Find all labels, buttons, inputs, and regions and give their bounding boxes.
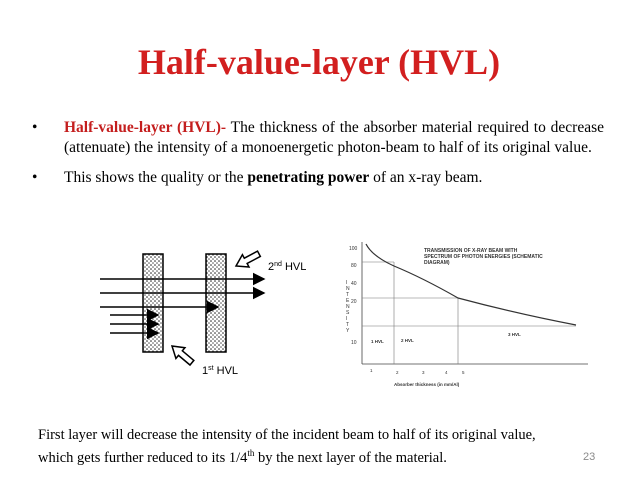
hollow-arrow-icon <box>168 341 197 368</box>
x-tick-label: 4 <box>445 370 448 375</box>
y-tick-label: 100 <box>349 246 358 252</box>
footer-note <box>38 426 598 467</box>
slide-title: Half-value-layer (HVL) <box>137 42 501 82</box>
x-tick-label: 1 <box>370 368 373 373</box>
x-tick-label: 3 <box>422 370 425 375</box>
bullet-text <box>64 168 604 188</box>
page-number: 23 <box>583 451 596 463</box>
footer-line-1: First layer will decrease the intensity of the incident beam to half of its original value, <box>38 427 536 443</box>
y-tick-label: 40 <box>351 281 357 287</box>
bullet-term: Half-value-layer (HVL)- <box>64 119 227 136</box>
label-1st-hvl: 1st HVL <box>202 365 239 377</box>
absorber-slab-1 <box>143 254 163 352</box>
y-axis-letter: N <box>346 286 350 292</box>
y-axis-letter: Y <box>346 328 350 334</box>
footer-line-2: which gets further reduced to its 1/4th by the next layer of the material. <box>38 448 447 466</box>
region-label: 1 HVL <box>371 339 384 344</box>
graph-caption-line: SPECTRUM OF PHOTON ENERGIES (SCHEMATIC <box>424 254 543 260</box>
graph-caption-line: TRANSMISSION OF X-RAY BEAM WITH <box>424 248 518 254</box>
bullet-post: of an x-ray beam. <box>369 169 483 186</box>
bullet-dot-icon: • <box>32 169 38 186</box>
region-label: 3 HVL <box>508 332 521 337</box>
transmission-graph <box>338 240 606 390</box>
graph-caption-line: DIAGRAM) <box>424 260 450 266</box>
bullet-emphasis: penetrating power <box>247 169 370 186</box>
bullet-text <box>64 118 604 158</box>
bullet-item-definition <box>32 118 604 158</box>
region-label: 2 HVL <box>401 338 414 343</box>
bullet-dot-icon: • <box>32 119 38 136</box>
y-axis-letter: T <box>346 322 350 328</box>
hollow-arrow-icon <box>233 248 263 272</box>
bullet-list <box>32 118 604 198</box>
y-tick-label: 10 <box>351 340 357 346</box>
y-axis-letter: E <box>346 298 350 304</box>
hvl-absorber-diagram <box>98 248 330 380</box>
x-tick-label: 5 <box>462 370 465 375</box>
y-axis-letter: T <box>346 292 350 298</box>
label-2nd-hvl: 2nd HVL <box>268 261 307 273</box>
bullet-pre: This shows the quality or the <box>64 169 248 186</box>
y-axis-letter: N <box>346 304 350 310</box>
y-tick-label: 80 <box>351 263 357 269</box>
bullet-definition: The thickness of the absorber material required to decrease (attenuate) the intensity of a monoenergetic photon-beam to half of its original value. <box>64 119 605 156</box>
x-axis-label: Absorber thickness (in mm/Al) <box>394 382 460 387</box>
y-axis-label <box>346 280 350 334</box>
bullet-item-quality <box>32 168 604 188</box>
y-tick-label: 20 <box>351 299 357 305</box>
y-axis-letter: I <box>346 280 348 286</box>
y-axis-letter: S <box>346 310 350 316</box>
x-tick-label: 2 <box>396 370 399 375</box>
y-axis-letter: I <box>346 316 348 322</box>
absorber-slab-2 <box>206 254 226 352</box>
